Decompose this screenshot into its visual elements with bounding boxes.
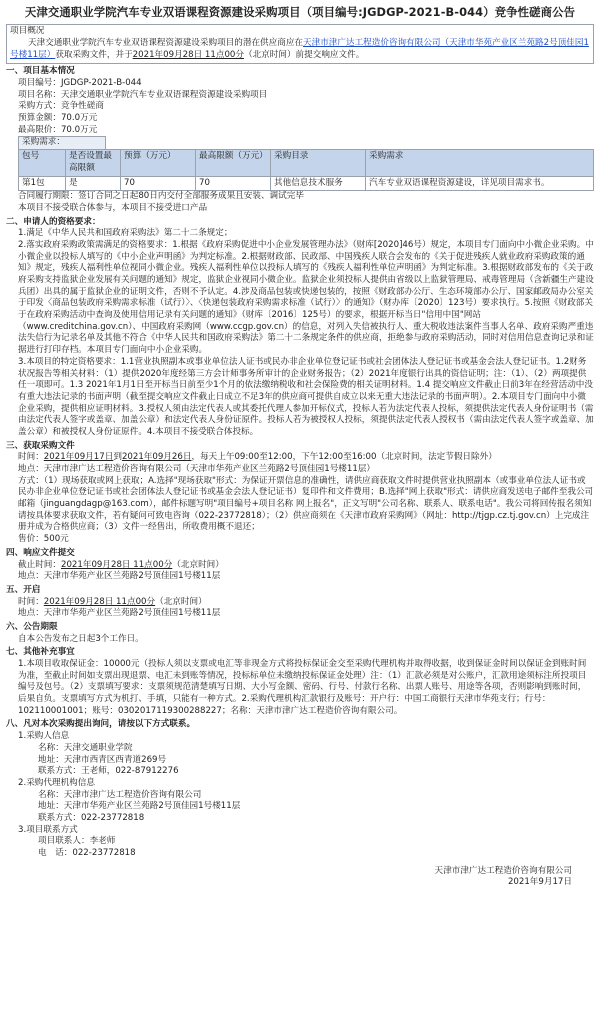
signature-date: 2021年9月17日 [507, 877, 572, 888]
qualification-list [6, 228, 594, 438]
overview-text [10, 38, 590, 61]
open-place: 地点：天津市华苑产业区兰苑路2号顶佳园1号楼11层 [18, 608, 221, 619]
cell-requirement: 汽车专业双语课程资源建设，详见项目需求书。 [366, 176, 594, 191]
project-contact-phone: 电 话：022-23772818 [38, 848, 136, 859]
obtain-price: 售价：500元 [18, 534, 69, 545]
open-time-label: 时间： [18, 596, 44, 607]
section-qualification-heading: 二、申请人的资格要求： [6, 216, 101, 227]
col-requirement: 采购需求 [366, 150, 594, 176]
package-table [18, 149, 594, 191]
open-time-tail: （北京时间） [155, 596, 207, 607]
section-other-heading: 七、其他补充事宜 [6, 647, 75, 658]
col-has-limit: 是否设置最高限额 [66, 150, 121, 176]
section-contact-heading: 八、凡对本次采购提出询问，请按以下方式联系。 [6, 719, 196, 730]
open-time-value: 2021年09月28日 11点00分 [43, 596, 156, 607]
purchaser-address: 地址：天津市西青区西青道269号 [38, 754, 167, 765]
col-catalog: 采购目录 [271, 150, 366, 176]
obtain-time-label: 时间： [18, 452, 44, 463]
col-budget: 预算（万元） [121, 150, 196, 176]
signature [6, 866, 594, 889]
purchaser-name: 名称：天津交通职业学院 [38, 742, 133, 753]
obtain-time-mid: 到 [113, 452, 122, 463]
agency-title: 2.采购代理机构信息 [18, 777, 95, 788]
agency-contact: 联系方式：022-23772818 [38, 812, 145, 823]
project-name: 项目名称：天津交通职业学院汽车专业双语课程资源建设采购项目 [18, 89, 268, 100]
obtain-place: 地点：天津市津广达工程造价咨询有限公司（天津市华苑产业区兰苑路2号顶佳园1号楼11层） [18, 464, 376, 475]
obtain-time-start: 2021年09月17日 [43, 452, 114, 463]
obtain-info [6, 452, 594, 546]
submit-place: 地点：天津市华苑产业区兰苑路2号顶佳园1号楼11层 [18, 571, 221, 582]
cell-limit: 70 [196, 176, 271, 191]
contact-info [6, 731, 594, 860]
section-period-heading: 六、公告期限 [6, 621, 58, 632]
overview-deadline: 2021年09月28日 11点00分 [132, 49, 244, 60]
project-contact-title: 3.项目联系方式 [18, 824, 78, 835]
obtain-time-end: 2021年09月26日 [121, 452, 192, 463]
qualification-3: 3.本项目的特定资格要求：1.1营业执照副本或事业单位法人证书或民办非企业单位登记证书或社会团体法人登记证书或基金会法人登记证书。1.2财务状况报告等相关材料：（1）提供2020年度经第三方会计师事务所审计的企业财务报告；（2）2021年度银行出具的资信证明；注：（1）、（2）两项提供任一项即可。1.3 2021年1月1日至开标当日前至少1个月的依法缴纳税收和社会保险费的相关证明材料。1.4 提交响应文件截止日前3年在经营活动中没有重大违法记录的书面声明（截至提交响应文件截止日成立不足3年的供应商可提供自成立以来无重大违法记录的书面声明）。2.本项目专门面向中小微企业采购，提供相应证明材料。3.授权人须由法定代表人或其委托代理人参加开标仪式，投标人若为法定代表人投标，须提供法定代表人身份证明书（需由法定代表人签字或盖章、加盖公章）和法定代表人身份证原件。投标人若为被授权人投标，须提供法定代表人授权书（需由法定代表人签字或盖章、加盖公章）和被授权人身份证原件。4.本项目不接受联合体投标。 [18, 356, 594, 437]
overview-agency-link[interactable]: 天津市津广达工程造价咨询有限公司（天津市华苑产业区兰苑路2号顶佳园1号楼11层） [10, 37, 589, 60]
section-open-heading: 五、开启 [6, 584, 41, 595]
notice-period: 自本公告发布之日起3个工作日。 [18, 633, 144, 644]
cell-has-limit: 是 [66, 176, 121, 191]
package-table-header [19, 150, 594, 176]
overview-box [6, 24, 594, 64]
overview-part1: 天津交通职业学院汽车专业双语课程资源建设采购项目的潜在供应商应在 [28, 37, 304, 48]
submit-deadline-value: 2021年09月28日 11点00分 [60, 559, 173, 570]
max-price: 最高限价：70.0万元 [18, 124, 98, 135]
submit-deadline [18, 560, 594, 572]
basic-info [6, 78, 594, 215]
agency-name: 名称：天津市津广达工程造价咨询有限公司 [38, 789, 202, 800]
project-contact-person: 项目联系人：李老师 [38, 836, 116, 847]
overview-part2: 获取采购文件，并于 [55, 49, 133, 60]
obtain-time [18, 452, 594, 464]
col-package: 包号 [19, 150, 66, 176]
qualification-2: 2.落实政府采购政策需满足的资格要求：1.根据《政府采购促进中小企业发展管理办法》（财库[2020]46号）规定，本项目专门面向中小微企业采购。中小微企业以投标人填写的《中小企业声明函》为判定标准。2.根据财政部、民政部、中国残疾人联合会发布的《关于促进残疾人就业政府采购政策的通知》规定，残疾人福利性单位视同小微企业。残疾人福利性单位以投标人填写的《残疾人福利性单位声明函》为判定标准。3.根据财政部发布的《关于政府采购支持监狱企业发展有关问题的通知》规定，监狱企业视同小微企业。监狱企业须投标人提供由省级以上监狱管理局、戒毒管理局（含新疆生产建设兵团）出具的属于监狱企业的证明文件，否则不予认定。4.涉及商品包装或快递包装的，按照《财政部办公厅、生态环境部办公厅、国家邮政局办公室关于印发〈商品包装政府采购需求标准（试行）〉、〈快递包装政府采购需求标准（试行）〉的通知》（财办库〔2020〕123号）要求执行。5.按照《财政部关于在政府采购活动中查询及使用信用记录有关问题的通知》（财库〔2016〕125号）的要求，根据开标当日"信用中国"网站（www.creditchina.gov.cn）、中国政府采购网（www.ccgp.gov.cn）的信息，对列入失信被执行人、重大税收违法案件当事人名单、政府采购严重违法失信行为记录名单及其他不符合《中华人民共和国政府采购法》第二十二条规定条件的供应商，拒绝参与政府采购活动，同时对信用信息查询记录和证据进行打印存档。本项目专门面向中小企业采购。 [18, 239, 594, 356]
submit-deadline-label: 截止时间： [18, 559, 61, 570]
requirement-label: 采购需求： [18, 136, 106, 149]
overview-part3: （北京时间）前提交响应文件。 [243, 49, 365, 60]
cell-budget: 70 [121, 176, 196, 191]
open-time [18, 597, 594, 609]
obtain-method: 方式：（1）现场获取或网上获取；A.选择"现场获取"形式：为保证开票信息的准确性，请供应商获取文件时提供营业执照副本（或事业单位法人证书或民办非企业单位登记证书或社会团体法人登记证书或基金会法人登记证书）复印件和文件费用；B.选择"网上获取"形式：请供应商发送电子邮件至我公司邮箱（jinguangdagp@163.com），邮件标题写明"项目编号+项目名称 网上报名"，正文写明"公司名称、联系人、联系电话"。我公司将回传报名须知请按具体要求获取文件，若有疑问可致电咨询（022-23772818）；（2）供应商须在《天津市政府采购网》（网址：http://tjgp.cz.tj.gov.cn）上完成注册并成为合格供应商；（3）文件一经售出，所收费用概不退还； [18, 475, 594, 533]
other-info: 1.本项目收取保证金：10000元（投标人须以支票或电汇等非现金方式将投标保证金交至采购代理机构并取得收据，收到保证金时间以保证金到账时间为准，至截止时间如支票出现退票、电汇未到账等情况，投标标单位未缴纳投标保证金处理）注：（1）汇款必须是对公账户，汇款用途须标注所投项目编号及包号。（2）支票填写要求：支票须规范清楚填写日期、大小写金额、密码、行号、付款行名称、出票人账号、用途等各项，否则影响到账时间，后果自负。支票填写方式为机打、手填，只能有一种方式。2.采购代理机构汇款银行及账号：开户行：中国工商银行天津市华苑支行；行号：102110001001；账号：0302017119300288227；名称：天津市津广达工程造价咨询有限公司。 [18, 659, 587, 716]
submit-deadline-tail: （北京时间） [172, 559, 224, 570]
qualification-1: 1.满足《中华人民共和国政府采购法》第二十二条规定； [18, 228, 233, 239]
notice-title: 天津交通职业学院汽车专业双语课程资源建设采购项目（项目编号:JGDGP-2021-B-044）竞争性磋商公告 [24, 5, 576, 19]
table-row [19, 176, 594, 191]
col-limit: 最高限额（万元） [196, 150, 271, 176]
open-info [6, 597, 594, 620]
purchaser-title: 1.采购人信息 [18, 731, 70, 742]
agency-address: 地址：天津市华苑产业区兰苑路2号顶佳园1号楼11层 [38, 801, 241, 812]
cell-package: 第1包 [19, 176, 66, 191]
project-number: 项目编号：JGDGP-2021-B-044 [18, 78, 142, 89]
cell-catalog: 其他信息技术服务 [271, 176, 366, 191]
section-submit-heading: 四、响应文件提交 [6, 547, 75, 558]
obtain-time-rest: ，每天上午09:00至12:00，下午12:00至16:00（北京时间，法定节假日除外） [191, 452, 497, 463]
overview-heading: 项目概况 [10, 26, 45, 37]
consortium-note: 本项目不接受联合体参与，本项目不接受进口产品 [18, 202, 208, 213]
submit-info [6, 560, 594, 583]
section-basic-heading: 一、项目基本情况 [6, 66, 75, 77]
signature-org: 天津市津广达工程造价咨询有限公司 [434, 865, 572, 876]
budget-amount: 预算金额：70.0万元 [18, 113, 98, 124]
procurement-method: 采购方式：竞争性磋商 [18, 101, 104, 112]
contract-period: 合同履行期限：签订合同之日起80日内交付全部服务成果且安装、调试完毕 [18, 191, 304, 202]
purchaser-contact: 联系方式：王老师，022-87912276 [38, 766, 179, 777]
section-obtain-heading: 三、获取采购文件 [6, 440, 75, 451]
